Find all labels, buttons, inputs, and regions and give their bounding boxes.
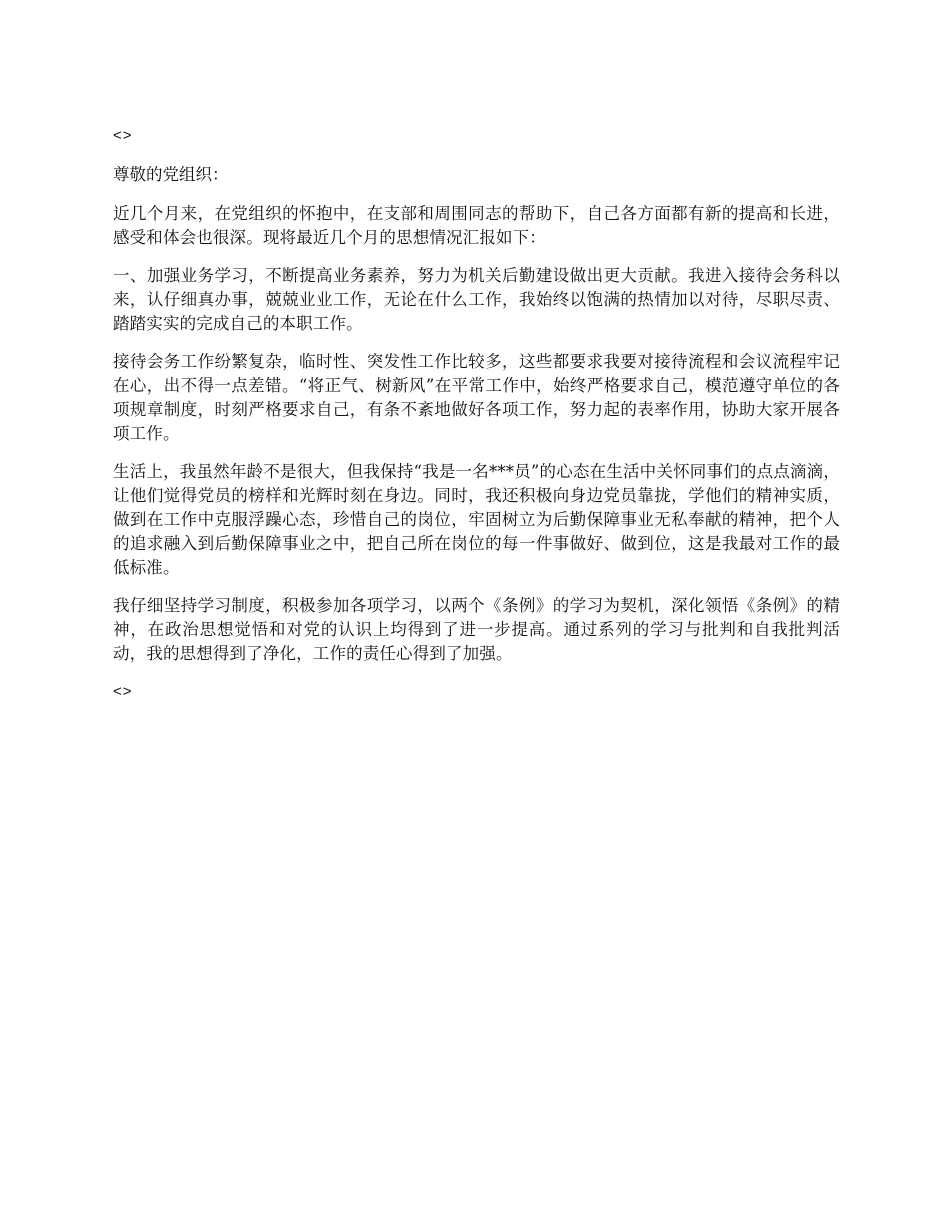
paragraph-reception-work: 接待会务工作纷繁复杂，临时性、突发性工作比较多，这些都要求我要对接待流程和会议流程牢记在心，出不得一点差错。“将正气、树新风”在平常工作中，始终严格要求自己，模范遵守单位的各项规章制度，时刻严格要求自己，有条不紊地做好各项工作，努力起的表率作用，协助大家开展各项工作。 — [113, 352, 840, 443]
document-page — [113, 124, 840, 719]
paragraph-intro: 近几个月来，在党组织的怀抱中，在支部和周围同志的帮助下，自己各方面都有新的提高和长进，感受和体会也很深。现将最近几个月的思想情况汇报如下： — [113, 204, 840, 247]
greeting: 尊敬的党组织： — [113, 165, 229, 184]
paragraph-business-study: 一、加强业务学习，不断提高业务素养，努力为机关后勤建设做出更大贡献。我进入接待会务科以来，认仔细真办事，兢兢业业工作，无论在什么工作，我始终以饱满的热情加以对待，尽职尽责、踏踏实实的完成自己的本职工作。 — [113, 266, 840, 333]
paragraph-daily-life: 生活上，我虽然年龄不是很大，但我保持“我是一名***员”的心态在生活中关怀同事们的点点滴滴，让他们觉得党员的榜样和光辉时刻在身边。同时，我还积极向身边党员靠拢，学他们的精神实质，做到在工作中克服浮躁心态，珍惜自己的岗位，牢固树立为后勤保障事业无私奉献的精神，把个人的追求融入到后勤保障事业之中，把自己所在岗位的每一件事做好、做到位，这是我最对工作的最低标准。 — [113, 462, 840, 577]
paragraph-study-system: 我仔细坚持学习制度，积极参加各项学习，以两个《条例》的学习为契机，深化领悟《条例》的精神，在政治思想觉悟和对党的认识上均得到了进一步提高。通过系列的学习与批判和自我批判活动，我的思想得到了净化，工作的责任心得到了加强。 — [113, 596, 840, 663]
bottom-marker: <> — [113, 683, 133, 700]
top-marker: <> — [113, 127, 133, 144]
